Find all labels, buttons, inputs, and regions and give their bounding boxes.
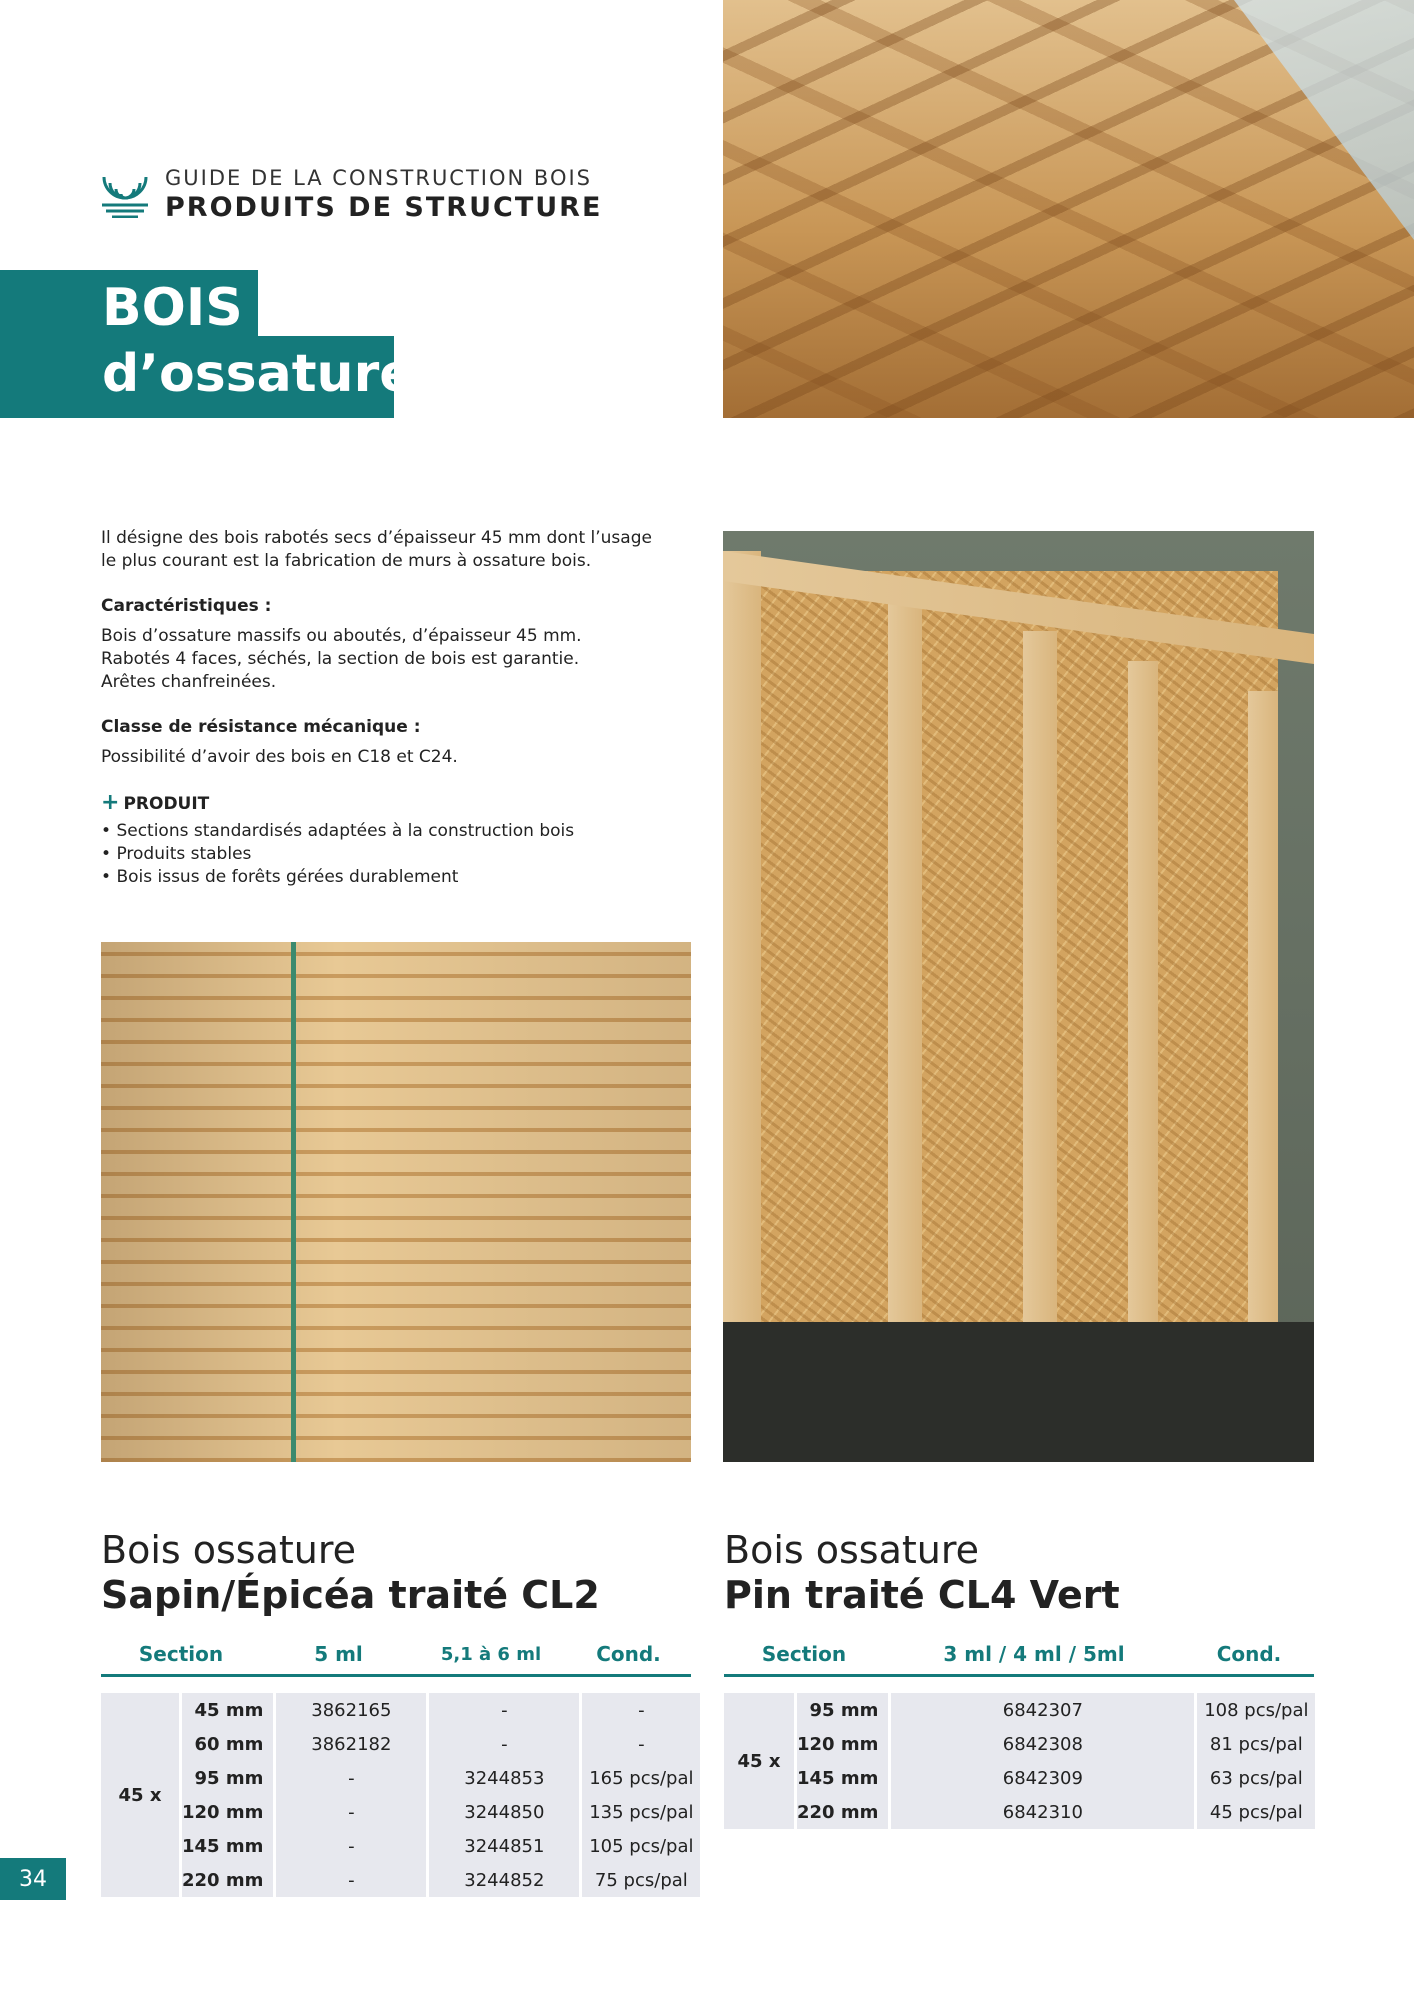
- cond-value: 135 pcs/pal: [582, 1795, 700, 1829]
- characteristics-line: Rabotés 4 faces, séchés, la section de bois est garantie.: [101, 649, 580, 669]
- bullet-item: • Bois issus de forêts gérées durablement: [101, 866, 661, 889]
- product-bullets: [101, 820, 661, 889]
- bullet-item: • Sections standardisés adaptées à la construction bois: [101, 820, 661, 843]
- guide-label: GUIDE DE LA CONSTRUCTION BOIS: [165, 166, 592, 190]
- column-header: Section: [761, 1642, 847, 1666]
- table-row: [101, 1829, 700, 1863]
- table-row: [101, 1863, 700, 1897]
- intro-line: Il désigne des bois rabotés secs d’épaisseur 45 mm dont l’usage: [101, 528, 652, 548]
- ref-3-4-5ml: 6842308: [891, 1727, 1194, 1761]
- column-header: Section: [138, 1642, 224, 1666]
- characteristics-heading: Caractéristiques :: [101, 596, 272, 616]
- intro-line: le plus courant est la fabrication de murs à ossature bois.: [101, 551, 592, 571]
- cond-value: 45 pcs/pal: [1197, 1795, 1315, 1829]
- left-data-table: [98, 1693, 703, 1897]
- section-dim: 60 mm: [182, 1727, 273, 1761]
- table-row: [101, 1761, 700, 1795]
- section-prefix: 45 x: [101, 1693, 179, 1897]
- bullet-item: • Produits stables: [101, 843, 661, 866]
- description-block: [101, 527, 661, 889]
- ref-3-4-5ml: 6842310: [891, 1795, 1194, 1829]
- cond-value: 105 pcs/pal: [582, 1829, 700, 1863]
- ref-5ml: -: [276, 1829, 426, 1863]
- ref-5-6ml: -: [429, 1693, 579, 1727]
- section-dim: 120 mm: [797, 1727, 888, 1761]
- lumber-stack-photo: [101, 942, 691, 1462]
- characteristics-line: Arêtes chanfreinées.: [101, 672, 277, 692]
- cond-value: 75 pcs/pal: [582, 1863, 700, 1897]
- ref-3-4-5ml: 6842307: [891, 1693, 1194, 1727]
- plus-icon: +: [101, 790, 120, 815]
- cond-value: 165 pcs/pal: [582, 1761, 700, 1795]
- ref-5-6ml: 3244853: [429, 1761, 579, 1795]
- column-header: 3 ml / 4 ml / 5ml: [943, 1642, 1125, 1666]
- ref-5-6ml: -: [429, 1727, 579, 1761]
- ref-5ml: -: [276, 1863, 426, 1897]
- column-header: 5,1 à 6 ml: [440, 1643, 542, 1665]
- column-header: 5 ml: [314, 1642, 363, 1666]
- cond-value: 81 pcs/pal: [1197, 1727, 1315, 1761]
- cond-value: -: [582, 1727, 700, 1761]
- right-table-title: Pin traité CL4 Vert: [724, 1573, 1120, 1617]
- resistance-heading: Classe de résistance mécanique :: [101, 717, 421, 737]
- ref-5-6ml: 3244851: [429, 1829, 579, 1863]
- cond-value: 108 pcs/pal: [1197, 1693, 1315, 1727]
- page-number: 34: [0, 1858, 66, 1900]
- section-dim: 95 mm: [797, 1693, 888, 1727]
- section-dim: 145 mm: [797, 1761, 888, 1795]
- section-dim: 145 mm: [182, 1829, 273, 1863]
- left-table-header: [101, 1634, 691, 1677]
- cond-value: -: [582, 1693, 700, 1727]
- table-row: [724, 1727, 1315, 1761]
- column-header: Cond.: [596, 1642, 661, 1666]
- roof-frame-photo: [723, 0, 1414, 418]
- timber-frame-wall-photo: [723, 531, 1314, 1462]
- column-header: Cond.: [1216, 1642, 1282, 1666]
- ref-5-6ml: 3244850: [429, 1795, 579, 1829]
- ref-5ml: 3862165: [276, 1693, 426, 1727]
- table-row: [101, 1693, 700, 1727]
- section-dim: 95 mm: [182, 1761, 273, 1795]
- table-row: [101, 1795, 700, 1829]
- section-dim: 45 mm: [182, 1693, 273, 1727]
- right-table-header: [724, 1634, 1314, 1677]
- section-dim: 220 mm: [797, 1795, 888, 1829]
- section-prefix: 45 x: [724, 1693, 794, 1829]
- category-title: PRODUITS DE STRUCTURE: [165, 192, 603, 223]
- page-title-line1: BOIS: [102, 278, 243, 338]
- characteristics-line: Bois d’ossature massifs ou aboutés, d’épaisseur 45 mm.: [101, 626, 582, 646]
- table-row: [724, 1693, 1315, 1727]
- ref-5ml: 3862182: [276, 1727, 426, 1761]
- wood-rings-icon: [100, 168, 150, 218]
- ref-5-6ml: 3244852: [429, 1863, 579, 1897]
- ref-5ml: -: [276, 1795, 426, 1829]
- table-row: [724, 1795, 1315, 1829]
- ref-5ml: -: [276, 1761, 426, 1795]
- section-dim: 220 mm: [182, 1863, 273, 1897]
- product-plus-heading: [101, 791, 661, 816]
- right-data-table: [721, 1693, 1318, 1829]
- left-table-subtitle: Bois ossature: [101, 1528, 357, 1572]
- page-title-line2: d’ossature: [102, 344, 415, 404]
- table-row: [724, 1761, 1315, 1795]
- left-table-title: Sapin/Épicéa traité CL2: [101, 1573, 600, 1617]
- cond-value: 63 pcs/pal: [1197, 1761, 1315, 1795]
- resistance-text: Possibilité d’avoir des bois en C18 et C24.: [101, 747, 458, 767]
- ref-3-4-5ml: 6842309: [891, 1761, 1194, 1795]
- right-table-subtitle: Bois ossature: [724, 1528, 980, 1572]
- section-dim: 120 mm: [182, 1795, 273, 1829]
- product-plus-label: PRODUIT: [123, 794, 210, 814]
- table-row: [101, 1727, 700, 1761]
